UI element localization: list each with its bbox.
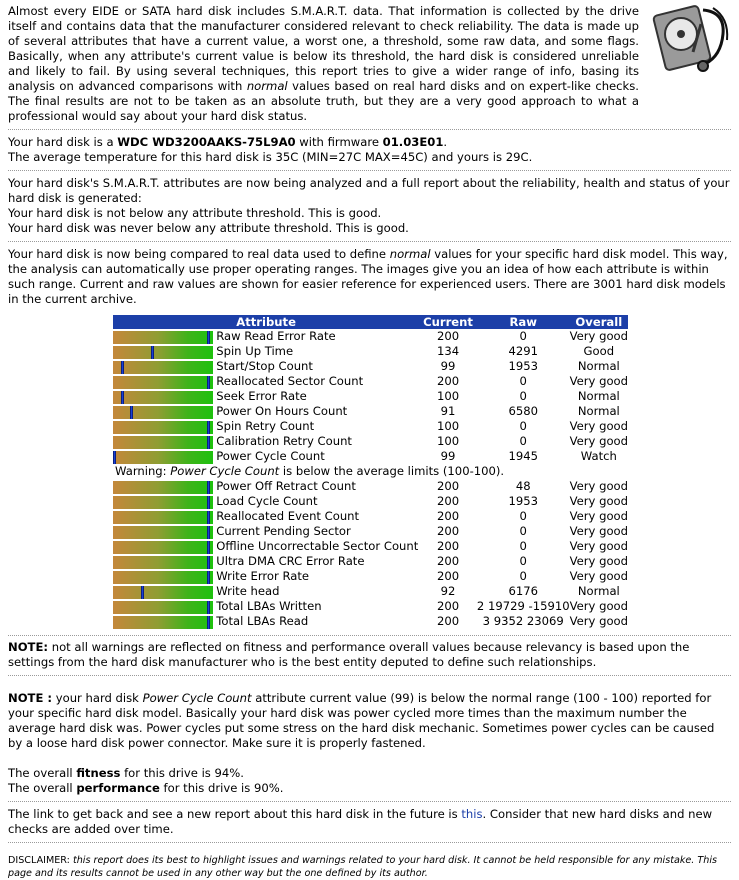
table-body-b — [113, 479, 628, 629]
raw-value: 0 — [519, 539, 527, 553]
attribute-name: Write Error Rate — [216, 569, 310, 583]
table-row — [113, 614, 628, 629]
table-row — [113, 404, 628, 419]
overall-status: Very good — [569, 569, 628, 583]
attribute-name: Reallocated Event Count — [216, 509, 360, 523]
level-bar-cell — [113, 329, 214, 344]
level-marker — [207, 571, 210, 584]
raw-value: 1945 — [508, 449, 538, 463]
note2-section — [8, 681, 731, 802]
overall-status: Very good — [569, 374, 628, 388]
level-bar — [113, 421, 213, 434]
overall-status: Very good — [569, 599, 628, 613]
table-row — [113, 554, 628, 569]
smart-line-3: Your hard disk was never below any attribute threshold. This is good. — [8, 221, 409, 235]
level-marker — [207, 526, 210, 539]
overall-status: Very good — [569, 539, 628, 553]
attribute-name: Reallocated Sector Count — [216, 374, 364, 388]
overall-status: Very good — [569, 524, 628, 538]
level-marker — [207, 541, 210, 554]
attribute-name: Offline Uncorrectable Sector Count — [216, 539, 419, 553]
level-bar-cell — [113, 434, 214, 449]
level-marker — [207, 421, 210, 434]
drive-section — [8, 135, 731, 171]
level-bar-cell — [113, 524, 214, 539]
raw-value: 0 — [519, 569, 527, 583]
header-raw: Raw — [477, 315, 570, 329]
table-row — [113, 389, 628, 404]
current-value: 200 — [436, 569, 460, 583]
drive-mid: with firmware — [295, 135, 383, 149]
level-bar-cell — [113, 494, 214, 509]
raw-value: 0 — [519, 509, 527, 523]
level-marker — [207, 331, 210, 344]
raw-value: 0 — [519, 554, 527, 568]
table-row — [113, 374, 628, 389]
overall-status: Normal — [577, 359, 620, 373]
attribute-name: Write head — [216, 584, 280, 598]
overall-status: Normal — [577, 584, 620, 598]
table-warning-body — [113, 464, 628, 479]
current-value: 100 — [436, 389, 460, 403]
current-value: 200 — [436, 524, 460, 538]
level-bar — [113, 391, 213, 404]
level-bar — [113, 541, 213, 554]
level-bar — [113, 556, 213, 569]
overall-status: Very good — [569, 419, 628, 433]
level-marker — [121, 361, 124, 374]
attribute-name: Power Off Retract Count — [216, 479, 356, 493]
overall-status: Very good — [569, 434, 628, 448]
attribute-name: Current Pending Sector — [216, 524, 351, 538]
overall-status: Very good — [569, 479, 628, 493]
level-marker — [130, 406, 133, 419]
current-value: 134 — [436, 344, 460, 358]
level-marker — [207, 436, 210, 449]
fitness-word: fitness — [76, 766, 121, 780]
level-bar — [113, 571, 213, 584]
smart-section — [8, 176, 731, 242]
disclaimer-text: this report does its best to highlight issues and warnings related to your hard disk. It cannot be held responsible for any mistake. This page and its results cannot be used in any other way but the one defined by its author. — [8, 855, 718, 879]
attribute-name: Total LBAs Written — [216, 599, 322, 613]
table-row — [113, 584, 628, 599]
table-row — [113, 569, 628, 584]
level-marker — [113, 451, 116, 464]
intro-section — [8, 4, 731, 130]
header-overall: Overall — [570, 315, 628, 329]
level-bar-cell — [113, 479, 214, 494]
table-row — [113, 524, 628, 539]
level-bar — [113, 346, 213, 359]
level-marker — [207, 376, 210, 389]
attribute-name: Power On Hours Count — [216, 404, 348, 418]
level-marker — [207, 481, 210, 494]
level-bar-cell — [113, 419, 214, 434]
level-bar-cell — [113, 374, 214, 389]
level-bar-cell — [113, 509, 214, 524]
warning-attribute: Power Cycle Count — [170, 464, 280, 478]
attribute-name: Seek Error Rate — [216, 389, 307, 403]
level-bar-cell — [113, 584, 214, 599]
level-bar-cell — [113, 539, 214, 554]
raw-value: 0 — [519, 389, 527, 403]
attribute-name: Spin Retry Count — [216, 419, 315, 433]
level-bar-cell — [113, 599, 214, 614]
note2-text-b: attribute current value (99) is below the normal range (100 - 100) reported for your specific hard disk model. Basically your hard disk was power cycled more times than the maximum number the average hard disk was. Power cycles put some stress on the hard disk mechanic. Sometimes power cycles can be caused by a loose hard disk power connector. Make sure it is properly fastened. — [8, 691, 715, 750]
temperature-line: The average temperature for this hard disk is 35C (MIN=27C MAX=45C) and yours is 29C. — [8, 150, 533, 164]
intro-text-end: values based on real hard disks and on expert-like checks. The final results are not to be taken as an absolute truth, but they are a very good approach to what a professional would say about your hard disk status. — [8, 79, 639, 123]
current-value: 200 — [436, 374, 460, 388]
level-bar-cell — [113, 449, 214, 464]
smart-attributes-table — [113, 315, 628, 629]
raw-value: 4291 — [508, 344, 538, 358]
overall-status: Good — [583, 344, 615, 358]
level-marker — [207, 616, 210, 629]
level-bar — [113, 451, 213, 464]
level-bar-cell — [113, 359, 214, 374]
warning-text: is below the average limits (100-100). — [279, 464, 505, 478]
level-bar — [113, 496, 213, 509]
note1-section — [8, 635, 731, 676]
link-text-b: . Consider that new hard disks and new checks are added over time. — [8, 807, 713, 836]
drive-prefix: Your hard disk is a — [8, 135, 118, 149]
raw-value: 1953 — [508, 494, 538, 508]
fitness-a: The overall — [8, 766, 77, 780]
current-value: 200 — [436, 329, 460, 343]
level-bar-cell — [113, 569, 214, 584]
attribute-name: Total LBAs Read — [216, 614, 309, 628]
table-row — [113, 359, 628, 374]
attribute-name: Calibration Retry Count — [216, 434, 352, 448]
table-row — [113, 494, 628, 509]
level-marker — [207, 601, 210, 614]
level-marker — [207, 496, 210, 509]
note1-label: NOTE: — [8, 640, 49, 654]
level-bar — [113, 406, 213, 419]
table-row — [113, 539, 628, 554]
overall-status: Normal — [577, 389, 620, 403]
note2-text-a: your hard disk — [52, 691, 143, 705]
smart-line-2: Your hard disk is not below any attribute threshold. This is good. — [8, 206, 382, 220]
intro-normal: normal — [246, 79, 288, 93]
hard-disk-stethoscope-icon — [643, 4, 731, 76]
compare-text-a: Your hard disk is now being compared to real data used to define — [8, 247, 390, 261]
current-value: 92 — [440, 584, 456, 598]
raw-value: 2 19729 -15910 — [476, 599, 570, 613]
raw-value: 0 — [519, 329, 527, 343]
level-bar — [113, 481, 213, 494]
table-body-a — [113, 329, 628, 464]
current-value: 100 — [436, 419, 460, 433]
raw-value: 48 — [515, 479, 531, 493]
current-value: 200 — [436, 614, 460, 628]
current-value: 100 — [436, 434, 460, 448]
drive-firmware: 01.03E01 — [382, 135, 444, 149]
current-value: 200 — [436, 539, 460, 553]
compare-section — [8, 247, 731, 307]
overall-status: Very good — [569, 494, 628, 508]
raw-value: 0 — [519, 374, 527, 388]
performance-value: for this drive is 90%. — [159, 781, 284, 795]
raw-value: 0 — [519, 524, 527, 538]
overall-status: Very good — [569, 554, 628, 568]
raw-value: 6580 — [508, 404, 538, 418]
level-bar — [113, 616, 213, 629]
current-value: 200 — [436, 494, 460, 508]
level-marker — [207, 556, 210, 569]
warning-row — [113, 464, 628, 479]
drive-model: WDC WD3200AAKS-75L9A0 — [117, 135, 296, 149]
level-bar — [113, 331, 213, 344]
current-value: 200 — [436, 509, 460, 523]
header-attribute: Attribute — [113, 315, 419, 329]
link-text-a: The link to get back and see a new report about this hard disk in the future is — [8, 807, 462, 821]
warning-label: Warning: — [115, 464, 171, 478]
current-value: 91 — [440, 404, 456, 418]
level-bar-cell — [113, 614, 214, 629]
level-bar-cell — [113, 344, 214, 359]
level-marker — [151, 346, 154, 359]
note2-attribute: Power Cycle Count — [142, 691, 252, 705]
smart-line-1: Your hard disk's S.M.A.R.T. attributes are now being analyzed and a full report about the reliability, health and status of your hard disk is generated: — [8, 176, 730, 205]
performance-word: performance — [76, 781, 160, 795]
attribute-name: Power Cycle Count — [216, 449, 325, 463]
warning-cell — [113, 464, 628, 479]
header-current: Current — [419, 315, 477, 329]
attribute-name: Ultra DMA CRC Error Rate — [216, 554, 365, 568]
level-bar — [113, 586, 213, 599]
table-row — [113, 599, 628, 614]
level-marker — [141, 586, 144, 599]
current-value: 200 — [436, 599, 460, 613]
level-bar-cell — [113, 404, 214, 419]
attribute-name: Raw Read Error Rate — [216, 329, 336, 343]
current-value: 200 — [436, 554, 460, 568]
overall-status: Watch — [580, 449, 617, 463]
level-bar — [113, 436, 213, 449]
table-row — [113, 434, 628, 449]
fitness-value: for this drive is 94%. — [120, 766, 244, 780]
note1-text: not all warnings are reflected on fitness and performance overall values because relevancy is based upon the settings from the hard disk manufacturer who is the best entity deputed to define such relationships. — [8, 640, 690, 669]
table-row — [113, 509, 628, 524]
compare-text-b: values for your specific hard disk model. This way, the analysis can automatically use proper operating ranges. The images give you an idea of how each attribute is within such range. Current and raw values are shown for easier reference for experienced users. There are 3001 hard disk models in the current archive. — [8, 247, 728, 306]
level-bar-cell — [113, 554, 214, 569]
note2-label: NOTE : — [8, 691, 53, 705]
intro-text: Almost every EIDE or SATA hard disk includes S.M.A.R.T. data. That information is collected by the drive itself and contains data that the manufacturer considered relevant to check reliability. The data is made up of several attributes that have a current value, a worst one, a threshold, some raw data, and some flags. Basically, when any attribute's current value is below its threshold, the hard disk is considered unreliable and likely to fail. By using several techniques, this report tries to give a wider range of info, basing its analysis on advanced comparisons with — [8, 4, 639, 93]
table-row — [113, 419, 628, 434]
link-section — [8, 807, 731, 843]
raw-value: 6176 — [508, 584, 538, 598]
level-marker — [121, 391, 124, 404]
overall-status: Very good — [569, 329, 628, 343]
current-value: 200 — [436, 479, 460, 493]
table-header-row — [113, 315, 628, 329]
attribute-name: Start/Stop Count — [216, 359, 313, 373]
raw-value: 3 9352 23069 — [482, 614, 564, 628]
raw-value: 0 — [519, 434, 527, 448]
performance-a: The overall — [8, 781, 77, 795]
level-bar — [113, 361, 213, 374]
overall-status: Very good — [569, 509, 628, 523]
report-link[interactable]: this — [461, 807, 483, 821]
raw-value: 1953 — [508, 359, 538, 373]
table-row — [113, 344, 628, 359]
disclaimer-section — [8, 848, 731, 880]
table-row — [113, 449, 628, 464]
level-bar — [113, 376, 213, 389]
current-value: 99 — [440, 449, 456, 463]
smart-table-wrap — [113, 315, 628, 629]
level-bar — [113, 526, 213, 539]
overall-status: Very good — [569, 614, 628, 628]
drive-end: . — [443, 135, 448, 149]
table-row — [113, 329, 628, 344]
level-bar — [113, 601, 213, 614]
compare-normal: normal — [389, 247, 431, 261]
level-bar — [113, 511, 213, 524]
overall-status: Normal — [577, 404, 620, 418]
disclaimer-label: DISCLAIMER: — [8, 855, 70, 866]
raw-value: 0 — [519, 419, 527, 433]
current-value: 99 — [440, 359, 456, 373]
level-bar-cell — [113, 389, 214, 404]
attribute-name: Load Cycle Count — [216, 494, 318, 508]
table-row — [113, 479, 628, 494]
attribute-name: Spin Up Time — [216, 344, 294, 358]
level-marker — [207, 511, 210, 524]
